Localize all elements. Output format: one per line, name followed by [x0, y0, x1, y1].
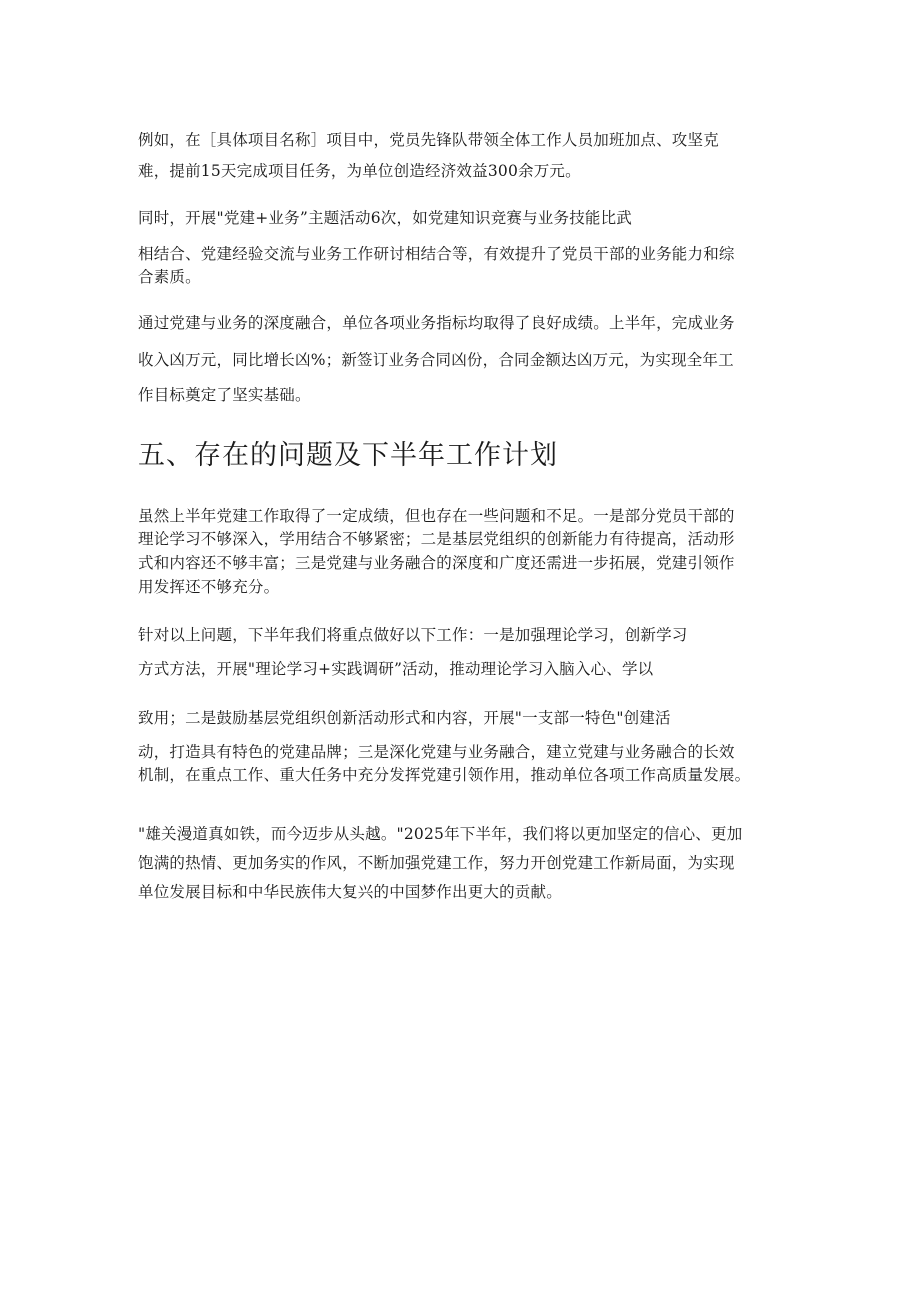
- text-line: 针对以上问题，下半年我们将重点做好以下工作：一是加强理论学习，创新学习: [138, 626, 688, 644]
- text-line: 难，提前15天完成项目任务，为单位创造经济效益300余万元。: [138, 162, 581, 180]
- text-line: 饱满的热情、更加务实的作风，不断加强党建工作，努力开创党建工作新局面，为实现: [138, 854, 735, 872]
- text-line: "雄关漫道真如铁，而今迈步从头越。"2025年下半年，我们将以更加坚定的信心、更加: [138, 825, 743, 843]
- text-line: 作目标奠定了坚实基础。: [138, 386, 311, 404]
- text-line: 单位发展目标和中华民族伟大复兴的中国梦作出更大的贡献。: [138, 883, 562, 901]
- text-line: 式和内容还不够丰富；三是党建与业务融合的深度和广度还需进一步拓展，党建引领作: [138, 554, 735, 572]
- text-line: 理论学习不够深入，学用结合不够紧密；二是基层党组织的创新能力有待提高，活动形: [138, 530, 735, 548]
- text-line: 机制，在重点工作、重大任务中充分发挥党建引领作用，推动单位各项工作高质量发展。: [138, 766, 751, 784]
- text-line: 致用；二是鼓励基层党组织创新活动形式和内容，开展"一支部一特色"创建活: [138, 709, 671, 727]
- text-line: 通过党建与业务的深度融合，单位各项业务指标均取得了良好成绩。上半年，完成业务: [138, 314, 735, 332]
- text-line: 收入凶万元，同比增长凶%；新签订业务合同凶份，合同金额达凶万元，为实现全年工: [138, 351, 734, 369]
- text-line: 方式方法，开展"理论学习+实践调研”活动，推动理论学习入脑入心、学以: [138, 660, 654, 678]
- text-line: 虽然上半年党建工作取得了一定成绩，但也存在一些问题和不足。一是部分党员干部的: [138, 507, 735, 525]
- text-line: 例如，在［具体项目名称］项目中，党员先锋队带领全体工作人员加班加点、攻坚克: [138, 131, 719, 149]
- text-line: 合素质。: [138, 268, 201, 286]
- section-heading: 五、存在的问题及下半年工作计划: [138, 440, 558, 471]
- text-line: 用发挥还不够充分。: [138, 578, 280, 596]
- text-line: 同时，开展"党建+业务”主题活动6次，如党建知识竞赛与业务技能比武: [138, 209, 633, 227]
- text-line: 动，打造具有特色的党建品牌；三是深化党建与业务融合，建立党建与业务融合的长效: [138, 743, 735, 761]
- text-line: 相结合、党建经验交流与业务工作研讨相结合等，有效提升了党员干部的业务能力和综: [138, 245, 735, 263]
